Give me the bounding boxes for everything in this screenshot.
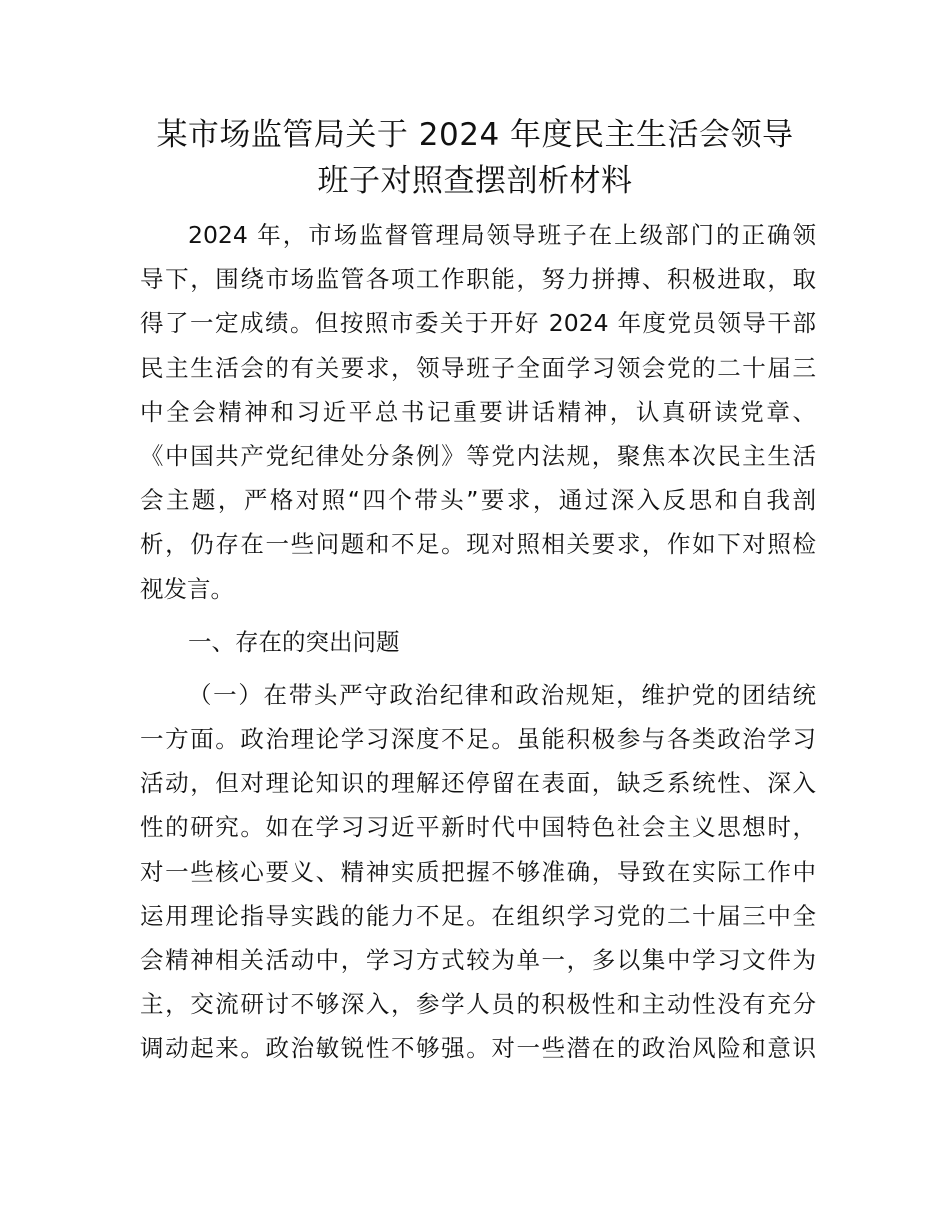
text-line: 视发言。 — [140, 574, 234, 603]
paragraph-gap — [140, 611, 816, 620]
text-line: 会主题，严格对照“四个带头”要求，通过深入反思和自我剖 — [140, 486, 816, 515]
text-line: 性的研究。如在学习习近平新时代中国特色社会主义思想时， — [140, 813, 816, 842]
paragraph-intro — [140, 213, 816, 611]
text-line: 民主生活会的有关要求，领导班子全面学习领会党的二十届三 — [140, 353, 816, 382]
text-line: 析，仍存在一些问题和不足。现对照相关要求，作如下对照检 — [140, 530, 816, 559]
text-line: 运用理论指导实践的能力不足。在组织学习党的二十届三中全 — [140, 901, 816, 930]
text-line: 活动，但对理论知识的理解还停留在表面，缺乏系统性、深入 — [140, 769, 816, 798]
text-line: 中全会精神和习近平总书记重要讲话精神，认真研读党章、 — [140, 397, 816, 426]
heading-line: 一、存在的突出问题 — [188, 627, 400, 656]
text-line: 导下，围绕市场监管各项工作职能，努力拼搏、积极进取，取 — [140, 265, 816, 294]
text-line: 一方面。政治理论学习深度不足。虽能积极参与各类政治学习 — [140, 725, 816, 754]
title-line-1: 某市场监管局关于 2024 年度民主生活会领导 — [156, 117, 794, 153]
text-line: 会精神相关活动中，学习方式较为单一，多以集中学习文件为 — [140, 946, 816, 974]
paragraph-issue-1 — [140, 673, 816, 1071]
text-line: （一）在带头严守政治纪律和政治规矩，维护党的团结统 — [188, 680, 816, 709]
paragraph-gap — [140, 664, 816, 673]
text-line: 对一些核心要义、精神实质把握不够准确，导致在实际工作中 — [140, 857, 816, 886]
text-line: 得了一定成绩。但按照市委关于开好 2024 年度党员领导干部 — [140, 309, 816, 338]
section-heading — [140, 620, 816, 664]
text-line: 《中国共产党纪律处分条例》等党内法规，聚焦本次民主生活 — [140, 441, 816, 470]
text-line: 主，交流研讨不够深入，参学人员的积极性和主动性没有充分 — [140, 990, 816, 1019]
title-line-2: 班子对照查摆剖析材料 — [317, 163, 633, 199]
document-body — [140, 213, 816, 1071]
text-line: 2024 年，市场监督管理局领导班子在上级部门的正确领 — [188, 221, 816, 249]
text-line: 调动起来。政治敏锐性不够强。对一些潜在的政治风险和意识 — [140, 1034, 816, 1063]
document-title — [120, 112, 830, 204]
